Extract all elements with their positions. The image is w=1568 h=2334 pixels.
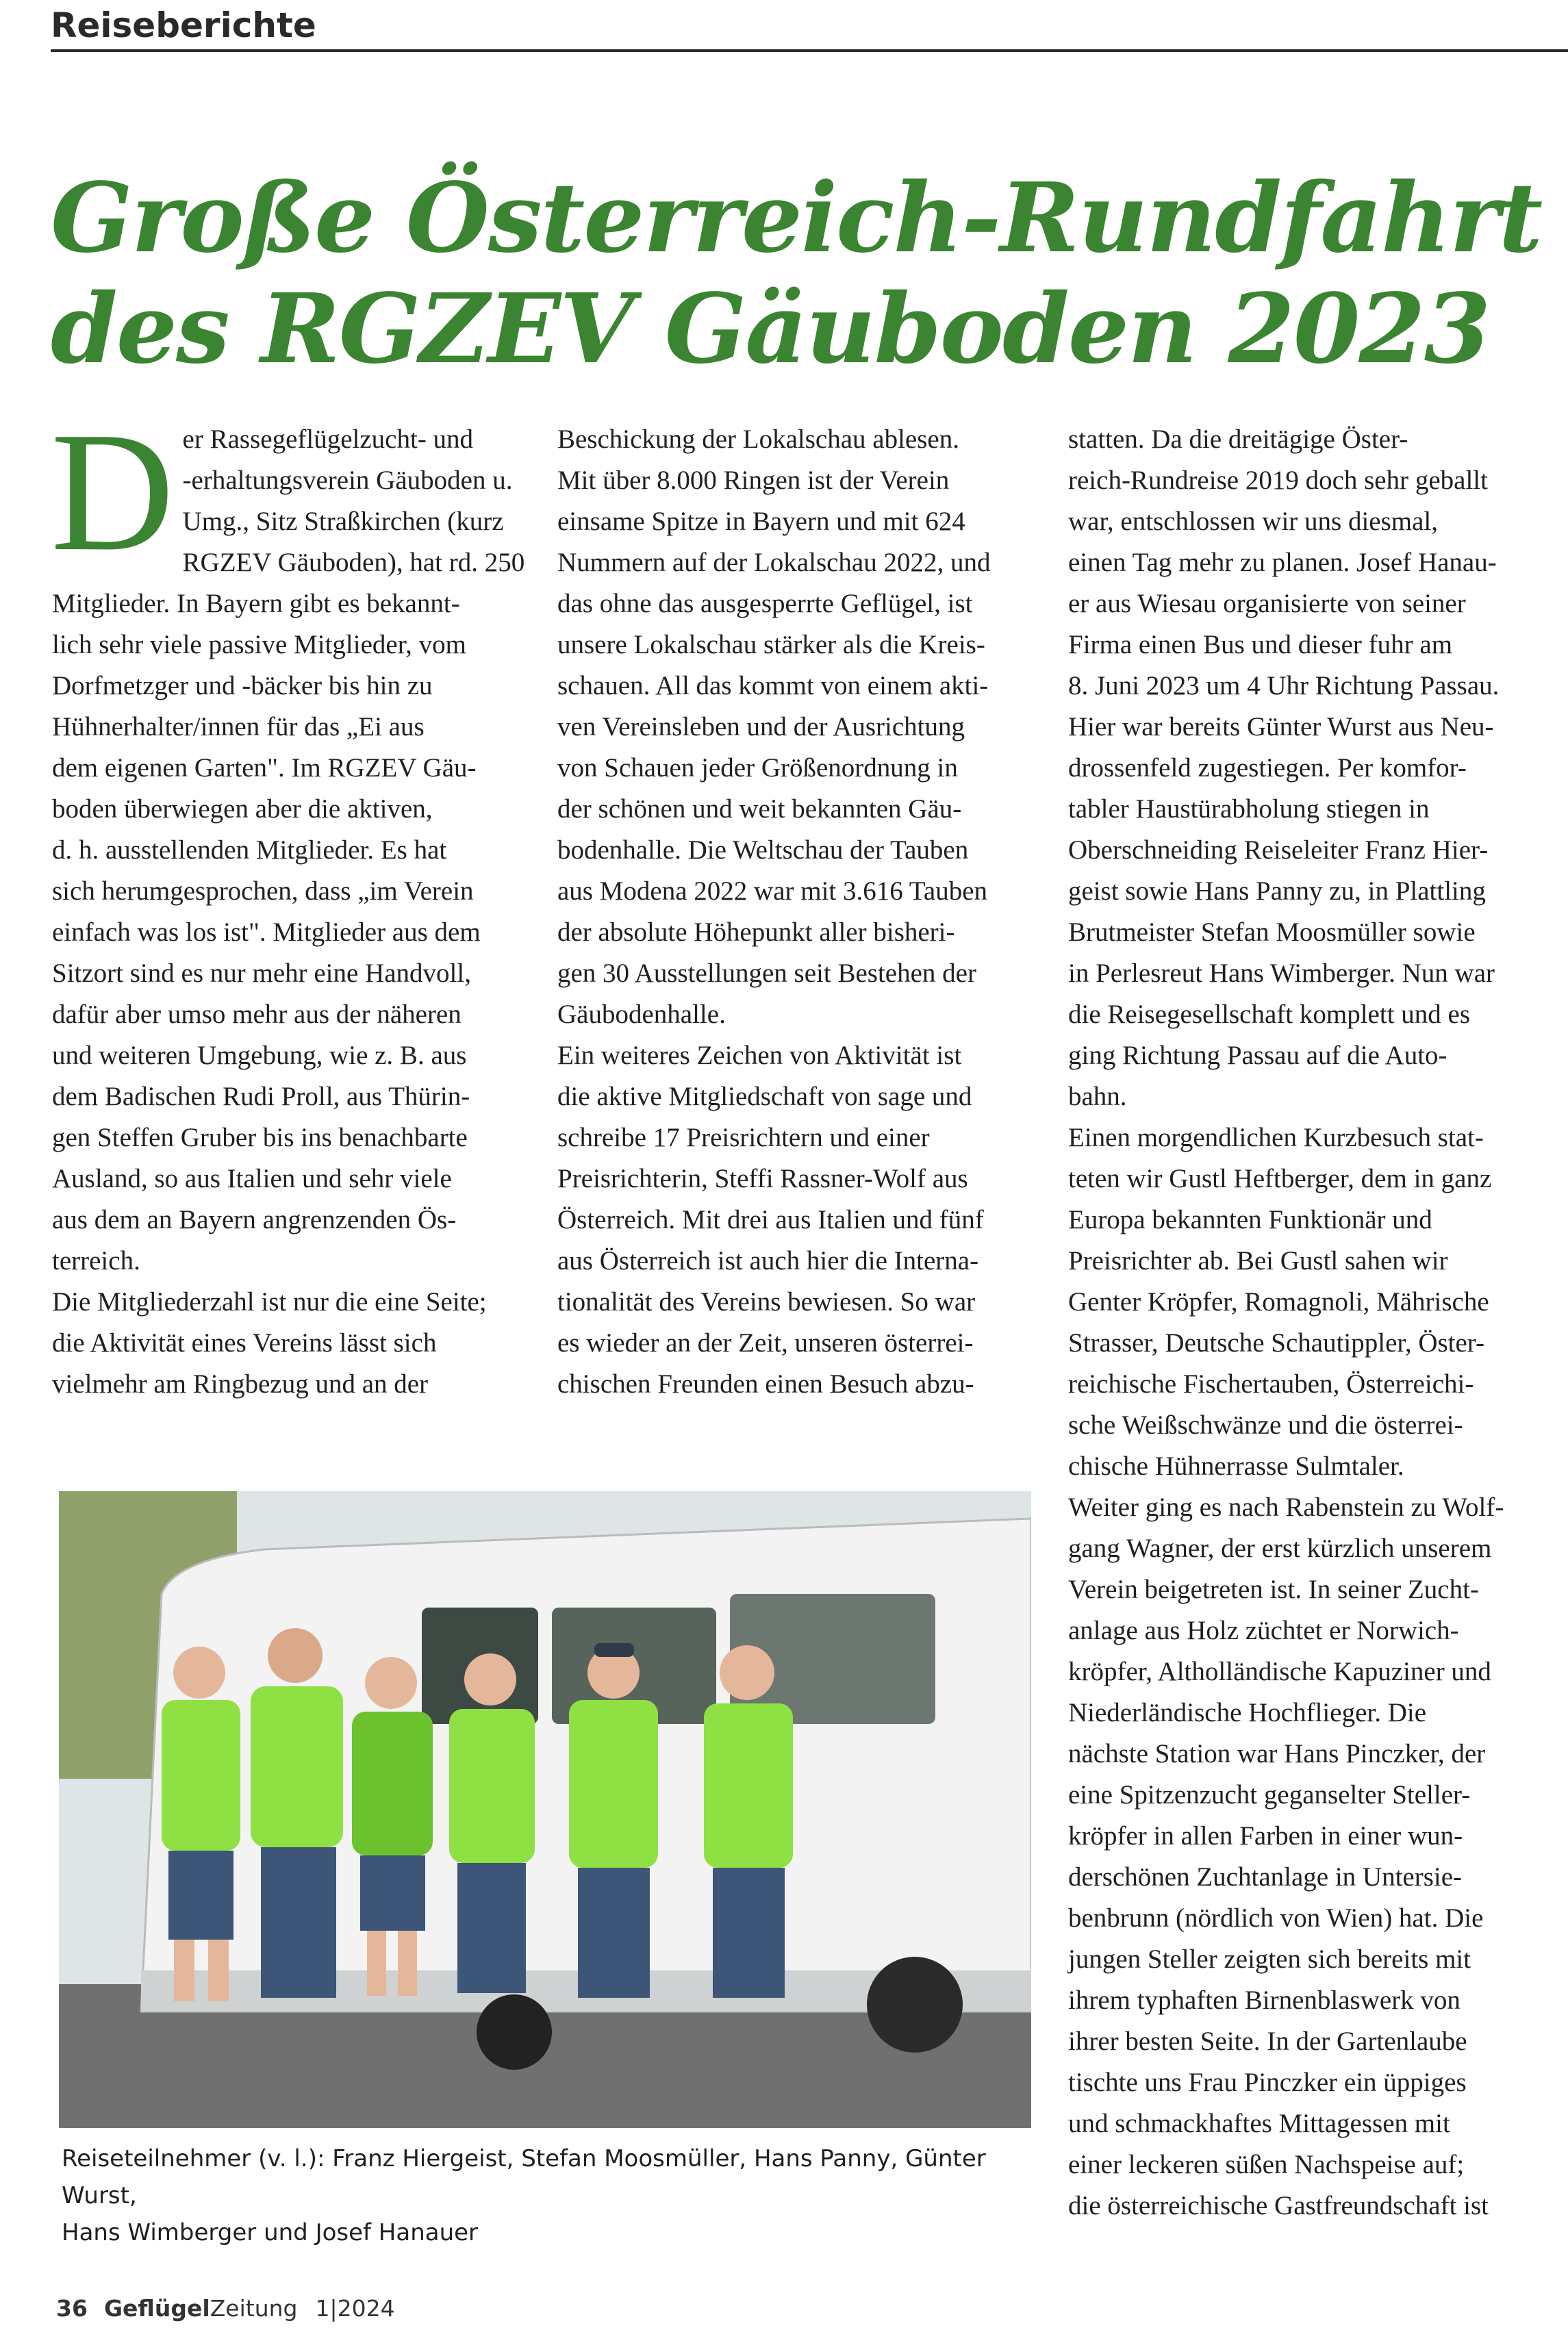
- column-2-line: der absolute Höhepunkt aller bisheri-: [557, 917, 955, 947]
- column-1-line: dafür aber umso mehr aus der näheren: [52, 1000, 461, 1029]
- column-3-line: eine Spitzenzucht geganselter Steller-: [1068, 1780, 1471, 1810]
- column-3-line: bahn.: [1068, 1082, 1127, 1111]
- column-2-line: ven Vereinsleben und der Ausrichtung: [557, 712, 965, 741]
- column-3-line: Strasser, Deutsche Schautippler, Öster-: [1068, 1328, 1485, 1358]
- column-3-line: benbrunn (nördlich von Wien) hat. Die: [1068, 1903, 1484, 1933]
- column-3-line: die Reisegesellschaft komplett und es: [1068, 1000, 1471, 1029]
- column-2-line: tionalität des Vereins bewiesen. So war: [557, 1287, 976, 1317]
- column-3-line: tabler Haustürabholung stiegen in: [1068, 794, 1430, 824]
- column-3-line: Niederländische Hochflieger. Die: [1068, 1698, 1427, 1727]
- column-2-line: Beschickung der Lokalschau ablesen.: [557, 424, 959, 454]
- column-1-line: Hühnerhalter/innen für das „Ei aus: [52, 712, 425, 741]
- column-2-line: schreibe 17 Preisrichtern und einer: [557, 1123, 930, 1152]
- column-2-line: schauen. All das kommt von einem akti-: [557, 671, 989, 700]
- column-2-line: der schönen und weit bekannten Gäu-: [557, 794, 962, 824]
- column-2-line: Österreich. Mit drei aus Italien und fünf: [557, 1205, 984, 1234]
- column-1-line: gen Steffen Gruber bis ins benachbarte: [52, 1123, 468, 1152]
- column-3-line: Europa bekannten Funktionär und: [1068, 1205, 1432, 1234]
- column-3-line: chische Hühnerrasse Sulmtaler.: [1068, 1451, 1404, 1481]
- column-3-line: Oberschneiding Reiseleiter Franz Hier-: [1068, 835, 1489, 865]
- magazine-name-part-1: Geflügel: [103, 2295, 210, 2322]
- column-3-line: Hier war bereits Günter Wurst aus Neu-: [1068, 712, 1494, 741]
- column-1-line: d. h. ausstellenden Mitglieder. Es hat: [52, 835, 447, 865]
- column-1-line: Die Mitgliederzahl ist nur die eine Seite;: [52, 1287, 487, 1317]
- column-3-line: jungen Steller zeigten sich bereits mit: [1068, 1944, 1471, 1974]
- column-1-line: dem eigenen Garten". Im RGZEV Gäu-: [52, 753, 477, 783]
- column-3-line: ihrer besten Seite. In der Gartenlaube: [1068, 2027, 1467, 2056]
- column-2-line: das ohne das ausgesperrte Geflügel, ist: [557, 589, 973, 618]
- magazine-name-part-2: Zeitung: [210, 2295, 298, 2322]
- article-title: [51, 163, 1541, 385]
- column-2-line: chischen Freunden einen Besuch abzu-: [557, 1369, 974, 1399]
- photo-caption: [62, 2140, 1034, 2251]
- column-2-line: es wieder an der Zeit, unseren österrei-: [557, 1328, 974, 1358]
- column-1-line: und weiteren Umgebung, wie z. B. aus: [52, 1041, 467, 1070]
- column-2-line: Gäubodenhalle.: [557, 1000, 726, 1029]
- column-3-line: die österreichische Gastfreundschaft ist: [1068, 2191, 1489, 2220]
- column-3-line: gang Wagner, der erst kürzlich unserem: [1068, 1534, 1492, 1563]
- column-3-line: Brutmeister Stefan Moosmüller sowie: [1068, 917, 1476, 947]
- column-1-line: RGZEV Gäuboden), hat rd. 250: [182, 548, 525, 577]
- column-1-line: lich sehr viele passive Mitglieder, vom: [52, 630, 466, 659]
- column-1-line: aus dem an Bayern angrenzenden Ös-: [52, 1205, 457, 1234]
- column-3-line: kröpfer, Altholländische Kapuziner und: [1068, 1657, 1491, 1686]
- issue-number: 1|2024: [315, 2295, 395, 2322]
- section-label: Reiseberichte: [51, 5, 316, 45]
- page-footer: [56, 2295, 395, 2322]
- column-1-line: einfach was los ist". Mitglieder aus dem: [52, 917, 481, 947]
- section-rule: [51, 49, 1568, 52]
- bag: [477, 1994, 552, 2070]
- column-3-line: einen Tag mehr zu planen. Josef Hanau-: [1068, 548, 1497, 577]
- title-line-2: des RGZEV Gäuboden 2023: [51, 273, 1490, 385]
- page-number: 36: [56, 2295, 88, 2322]
- column-3-line: kröpfer in allen Farben in einer wun-: [1068, 1821, 1463, 1851]
- column-2-line: Ein weiteres Zeichen von Aktivität ist: [557, 1041, 962, 1070]
- column-1-line: er Rassegeflügelzucht- und: [182, 424, 474, 454]
- column-3-line: geist sowie Hans Panny zu, in Plattling: [1068, 876, 1486, 906]
- column-2-line: unsere Lokalschau stärker als die Kreis-: [557, 630, 985, 659]
- van-wheel: [867, 1957, 963, 2053]
- group-photo: [59, 1491, 1031, 2128]
- column-3-line: tischte uns Frau Pinczker ein üppiges: [1068, 2068, 1467, 2097]
- column-3-line: 8. Juni 2023 um 4 Uhr Richtung Passau.: [1068, 671, 1500, 700]
- column-2-line: von Schauen jeder Größenordnung in: [557, 753, 958, 783]
- column-1-line: boden überwiegen aber die aktiven,: [52, 794, 433, 824]
- column-3-line: anlage aus Holz züchtet er Norwich-: [1068, 1616, 1459, 1645]
- column-1-line: die Aktivität eines Vereins lässt sich: [52, 1328, 437, 1358]
- column-2-line: die aktive Mitgliedschaft von sage und: [557, 1082, 972, 1111]
- column-3-line: ihrem typhaften Birnenblaswerk von: [1068, 1986, 1460, 2015]
- caption-line-1: Reiseteilnehmer (v. l.): Franz Hiergeist, Stefan Moosmüller, Hans Panny, Günter Wurst,: [62, 2145, 986, 2209]
- column-3-line: sche Weißschwänze und die österrei-: [1068, 1410, 1463, 1440]
- column-3-line: reichische Fischertauben, Österreichi-: [1068, 1369, 1474, 1399]
- column-3-line: teten wir Gustl Heftberger, dem in ganz: [1068, 1164, 1492, 1193]
- column-1-line: sich herumgesprochen, dass „im Verein: [52, 876, 474, 906]
- column-3-line: in Perlesreut Hans Wimberger. Nun war: [1068, 959, 1495, 988]
- column-3-line: Firma einen Bus und dieser fuhr am: [1068, 630, 1453, 659]
- column-2-line: aus Modena 2022 war mit 3.616 Tauben: [557, 876, 988, 906]
- column-3-line: Weiter ging es nach Rabenstein zu Wolf-: [1068, 1493, 1504, 1522]
- column-3-line: war, entschlossen wir uns diesmal,: [1068, 507, 1439, 536]
- column-3-line: drossenfeld zugestiegen. Per komfor-: [1068, 753, 1467, 783]
- column-1-line: vielmehr am Ringbezug und an der: [52, 1369, 429, 1399]
- column-1-line: Umg., Sitz Straßkirchen (kurz: [182, 507, 504, 536]
- column-3-line: einer leckeren süßen Nachspeise auf;: [1068, 2150, 1465, 2179]
- column-3-line: Preisrichter ab. Bei Gustl sahen wir: [1068, 1246, 1448, 1276]
- title-line-1: Große Österreich-Rundfahrt: [51, 162, 1542, 275]
- column-3-line: ging Richtung Passau auf die Auto-: [1068, 1041, 1447, 1070]
- column-3-line: statten. Da die dreitägige Öster-: [1068, 424, 1408, 454]
- column-1-line: -erhaltungsverein Gäuboden u.: [182, 466, 513, 495]
- column-3-line: Verein beigetreten ist. In seiner Zucht-: [1068, 1575, 1479, 1604]
- column-2-line: gen 30 Ausstellungen seit Bestehen der: [557, 959, 976, 988]
- column-3-line: nächste Station war Hans Pinczker, der: [1068, 1739, 1486, 1768]
- column-2-line: Preisrichterin, Steffi Rassner-Wolf aus: [557, 1164, 968, 1193]
- column-3-line: Genter Kröpfer, Romagnoli, Mährische: [1068, 1287, 1489, 1317]
- column-2-line: aus Österreich ist auch hier die Interna-: [557, 1246, 979, 1276]
- column-3-line: er aus Wiesau organisierte von seiner: [1068, 589, 1466, 618]
- column-2-line: Nummern auf der Lokalschau 2022, und: [557, 548, 991, 577]
- caption-line-2: Hans Wimberger und Josef Hanauer: [62, 2219, 479, 2246]
- column-1-line: terreich.: [52, 1246, 140, 1276]
- column-3-line: und schmackhaftes Mittagessen mit: [1068, 2109, 1450, 2138]
- column-2-line: Mit über 8.000 Ringen ist der Verein: [557, 466, 950, 495]
- column-1-line: Ausland, so aus Italien und sehr viele: [52, 1164, 452, 1193]
- column-2-line: bodenhalle. Die Weltschau der Tauben: [557, 835, 969, 865]
- column-3-line: Einen morgendlichen Kurzbesuch stat-: [1068, 1123, 1484, 1152]
- article-column-3: [1068, 419, 1541, 2227]
- drop-cap: D: [51, 397, 175, 587]
- article-column-1: [51, 397, 535, 1405]
- column-1-line: Sitzort sind es nur mehr eine Handvoll,: [52, 959, 471, 988]
- column-1-line: dem Badischen Rudi Proll, aus Thürin-: [52, 1082, 470, 1111]
- column-3-line: derschönen Zuchtanlage in Untersie-: [1068, 1862, 1463, 1892]
- column-3-line: reich-Rundreise 2019 doch sehr geballt: [1068, 466, 1488, 495]
- column-1-line: Mitglieder. In Bayern gibt es bekannt-: [52, 589, 460, 618]
- article-column-2: [557, 419, 1030, 1405]
- column-1-line: Dorfmetzger und -bäcker bis hin zu: [52, 671, 433, 700]
- column-2-line: einsame Spitze in Bayern und mit 624: [557, 507, 965, 536]
